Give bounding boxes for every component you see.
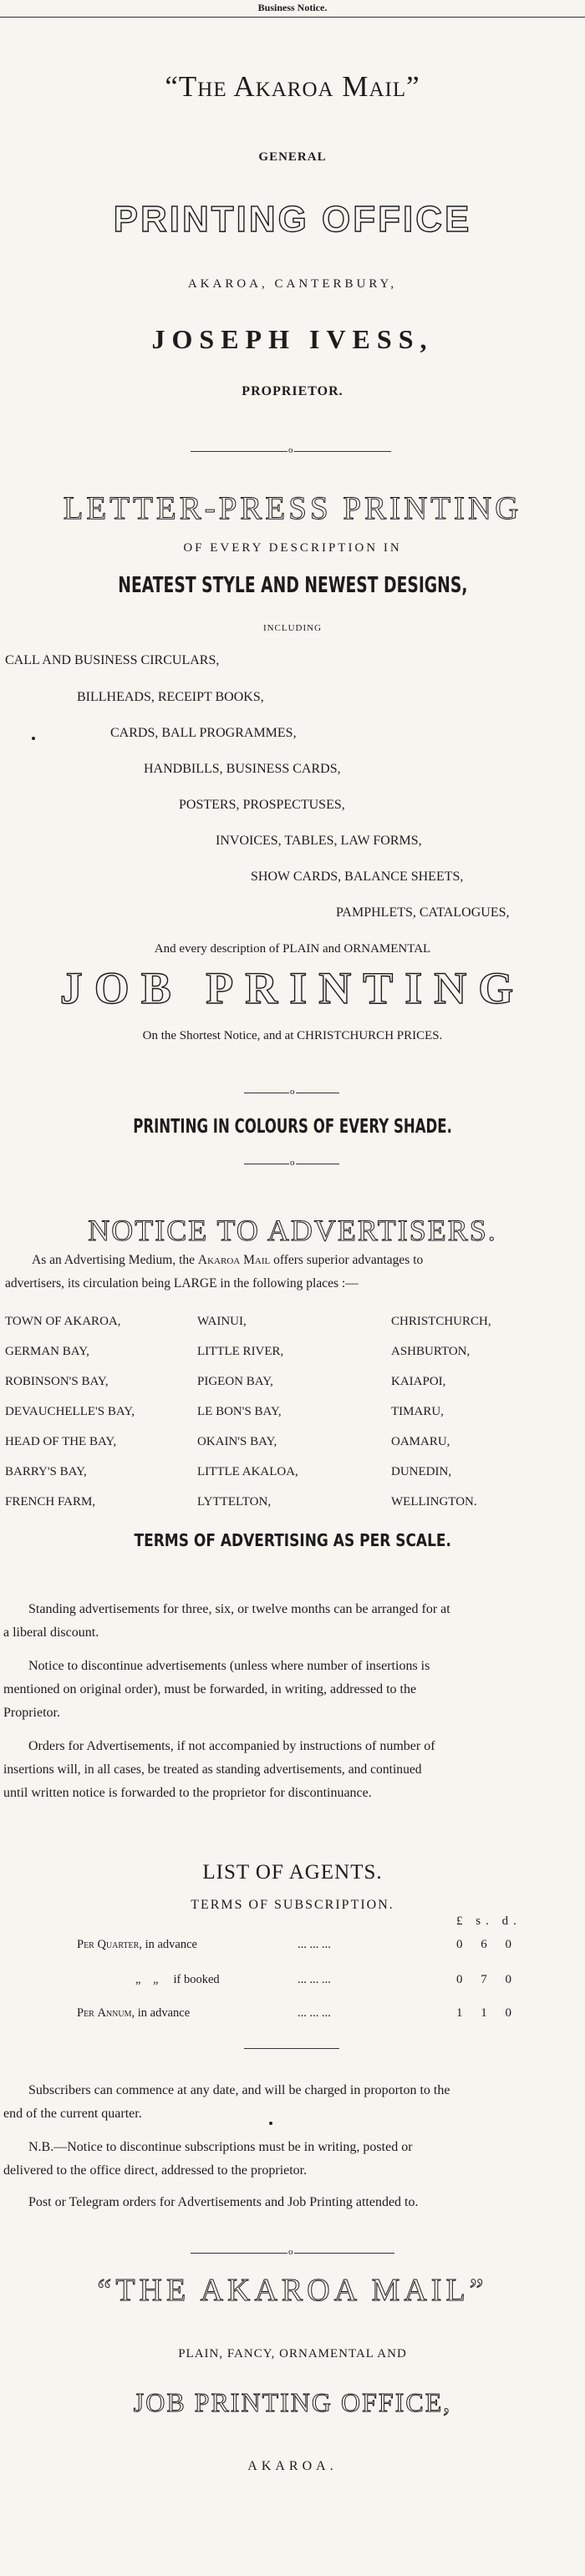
town-name: OAMARU,	[391, 1435, 450, 1448]
footer-title: “THE AKAROA MAIL”	[97, 2273, 488, 2308]
fee-label: Per Annum, in advance	[77, 2006, 191, 2020]
town-name: OKAIN'S BAY,	[197, 1435, 277, 1448]
town-name: WELLINGTON.	[391, 1495, 477, 1509]
town-name: ASHBURTON,	[391, 1345, 471, 1358]
orders-line-2: insertions will, in all cases, be treated as standing advertisements, and continued	[3, 1762, 422, 1777]
divider-mark: o	[290, 1087, 295, 1097]
town-name: TOWN OF AKAROA,	[5, 1315, 121, 1328]
discontinue-ads-line-3: Proprietor.	[3, 1706, 60, 1720]
masthead-general: GENERAL	[258, 150, 327, 164]
standing-ads-line-1: Standing advertisements for three, six, or twelve months can be arranged for at	[28, 1602, 450, 1616]
masthead-printing-office: PRINTING OFFICE	[113, 199, 472, 240]
fee-label: „ „ if booked	[135, 1973, 220, 1986]
town-name: DEVAUCHELLE'S BAY,	[5, 1405, 135, 1418]
town-name: CHRISTCHURCH,	[391, 1315, 491, 1328]
fee-leaders: ... ... ...	[298, 1973, 331, 1986]
advertisers-intro-line-2: advertisers, its circulation being LARGE in the following places :—	[5, 1276, 359, 1291]
fee-amount: 0 6 0	[456, 1938, 519, 1951]
plain-ornamental-line: And every description of PLAIN and ORNAMENTAL	[154, 942, 431, 956]
masthead-proprietor-role: PROPRIETOR.	[242, 384, 343, 398]
discontinue-ads-line-2: mentioned on original order), must be forwarded, in writing, addressed to the	[3, 1682, 417, 1696]
short-rule	[244, 2048, 339, 2049]
fee-amount: 1 1 0	[456, 2006, 519, 2020]
including-label: INCLUDING	[262, 623, 323, 633]
subscribers-line-2: end of the current quarter.	[3, 2107, 142, 2121]
divider-mark: o	[288, 2247, 293, 2257]
town-name: DUNEDIN,	[391, 1465, 452, 1478]
fee-leaders: ... ... ...	[298, 2006, 331, 2020]
neatest-style-line: NEATEST STYLE AND NEWEST DESIGNS,	[117, 573, 468, 598]
town-name: LITTLE AKALOA,	[197, 1465, 298, 1478]
town-name: BARRY'S BAY,	[5, 1465, 87, 1478]
service-item: CALL AND BUSINESS CIRCULARS,	[5, 653, 220, 667]
divider-mark: o	[288, 445, 293, 455]
town-name: ROBINSON'S BAY,	[5, 1375, 109, 1388]
ink-speck	[269, 2122, 272, 2125]
nb-notice-line-2: delivered to the office direct, addressed to the proprietor.	[3, 2163, 308, 2178]
town-name: LITTLE RIVER,	[197, 1345, 284, 1358]
town-name: WAINUI,	[197, 1315, 247, 1328]
town-name: LYTTELTON,	[197, 1495, 272, 1509]
job-printing-heading: JOB PRINTING	[59, 963, 526, 1013]
service-item: SHOW CARDS, BALANCE SHEETS,	[251, 870, 464, 884]
footer-line-1: PLAIN, FANCY, ORNAMENTAL AND	[178, 2347, 407, 2360]
town-name: HEAD OF THE BAY,	[5, 1435, 117, 1448]
letterpress-heading: LETTER-PRESS PRINTING	[63, 490, 522, 526]
header-label: Business Notice.	[257, 2, 328, 13]
subscribers-line-1: Subscribers can commence at any date, and will be charged in proporton to the	[28, 2083, 450, 2097]
advertisers-intro-line-1: As an Advertising Medium, the Akaroa Mail offers superior advantages to	[32, 1253, 424, 1267]
agents-heading: LIST OF AGENTS.	[202, 1861, 383, 1884]
town-name: TIMARU,	[391, 1405, 444, 1418]
subscription-heading: TERMS OF SUBSCRIPTION.	[191, 1898, 394, 1912]
currency-header: £ s. d.	[456, 1914, 521, 1928]
discontinue-ads-line-1: Notice to discontinue advertisements (unless where number of insertions is	[28, 1659, 430, 1673]
page-header	[0, 0, 585, 18]
service-item: CARDS, BALL PROGRAMMES,	[110, 726, 297, 740]
service-item: BILLHEADS, RECEIPT BOOKS,	[77, 690, 264, 704]
shortest-notice-line: On the Shortest Notice, and at CHRISTCHURCH PRICES.	[142, 1029, 443, 1042]
masthead-place: AKAROA, CANTERBURY,	[187, 277, 398, 291]
town-name: PIGEON BAY,	[197, 1375, 273, 1388]
every-description-line: OF EVERY DESCRIPTION IN	[183, 541, 402, 555]
colours-line: PRINTING IN COLOURS OF EVERY SHADE.	[133, 1116, 452, 1138]
orders-line-1: Orders for Advertisements, if not accompanied by instructions of number of	[28, 1739, 435, 1753]
divider-mark: o	[290, 1158, 295, 1168]
service-item: INVOICES, TABLES, LAW FORMS,	[216, 834, 422, 848]
masthead-proprietor-name: JOSEPH IVESS,	[151, 324, 434, 354]
masthead-title: “The Akaroa Mail”	[165, 70, 420, 103]
nb-notice-line-1: N.B.—Notice to discontinue subscriptions must be in writing, posted or	[28, 2140, 413, 2154]
standing-ads-line-2: a liberal discount.	[3, 1625, 99, 1640]
telegram-orders-line: Post or Telegram orders for Advertisements and Job Printing attended to.	[28, 2195, 419, 2209]
ink-speck	[32, 737, 35, 740]
orders-line-3: until written notice is forwarded to the proprietor for discontinuance.	[3, 1786, 372, 1800]
service-item: PAMPHLETS, CATALOGUES,	[336, 905, 510, 920]
town-name: LE BON'S BAY,	[197, 1405, 282, 1418]
footer-line-2: JOB PRINTING OFFICE,	[133, 2387, 452, 2417]
advertisers-heading: NOTICE TO ADVERTISERS.	[88, 1214, 497, 1247]
fee-label: Per Quarter, in advance	[77, 1938, 197, 1951]
service-item: HANDBILLS, BUSINESS CARDS,	[144, 762, 341, 776]
footer-line-3: AKAROA.	[247, 2459, 338, 2473]
fee-amount: 0 7 0	[456, 1973, 519, 1986]
terms-of-advertising: TERMS OF ADVERTISING AS PER SCALE.	[134, 1530, 451, 1550]
fee-leaders: ... ... ...	[298, 1938, 331, 1951]
service-item: POSTERS, PROSPECTUSES,	[179, 798, 345, 812]
town-name: KAIAPOI,	[391, 1375, 446, 1388]
town-name: FRENCH FARM,	[5, 1495, 96, 1509]
town-name: GERMAN BAY,	[5, 1345, 89, 1358]
